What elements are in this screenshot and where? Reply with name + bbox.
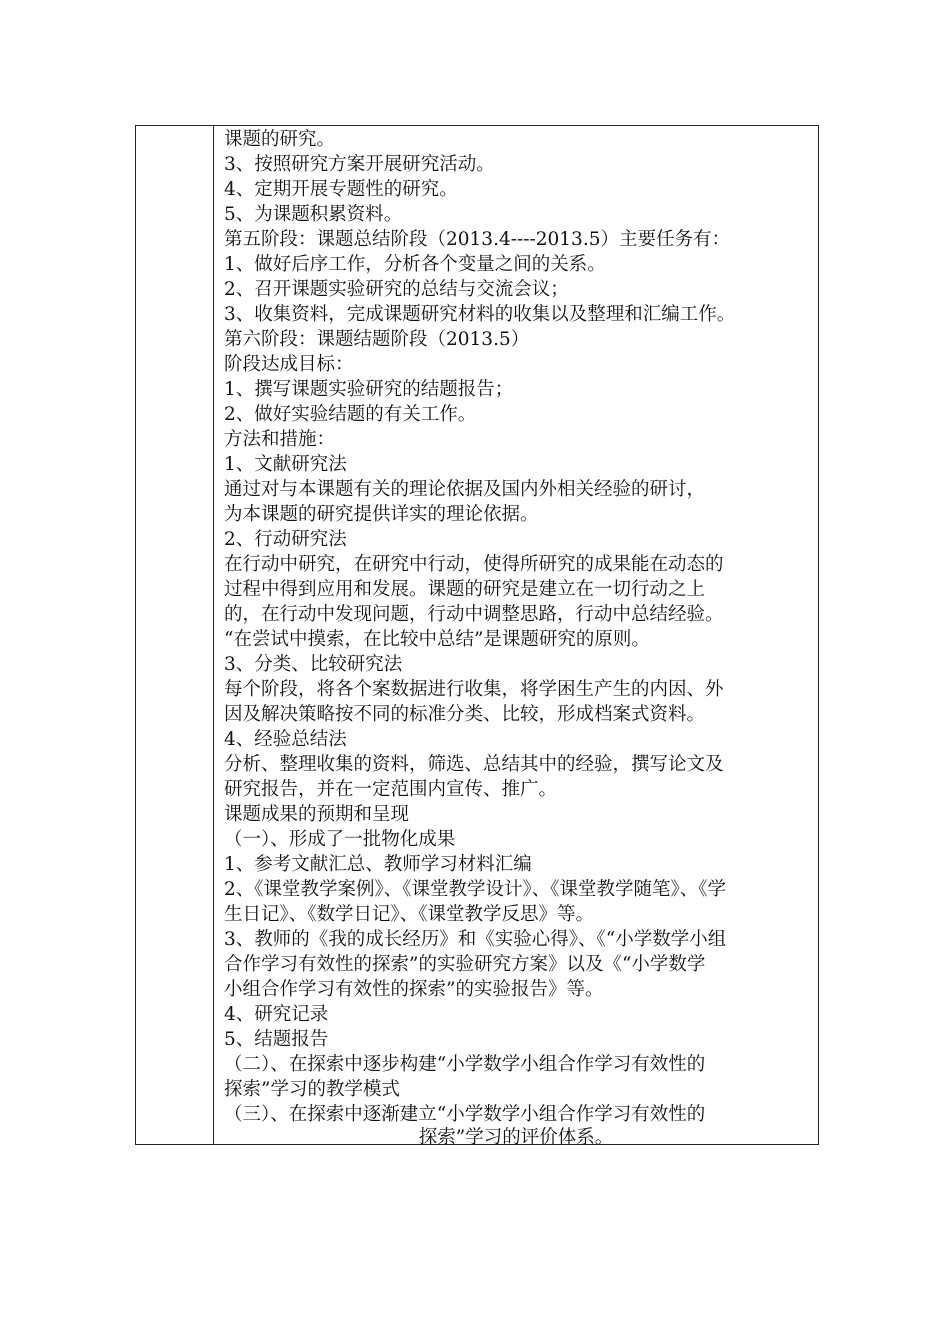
- text-line: 1、文献研究法: [224, 454, 347, 475]
- text-line: 探索”学习的教学模式: [224, 1079, 400, 1100]
- text-line: 5、结题报告: [224, 1029, 329, 1050]
- text-line: 因及解决策略按不同的标准分类、比较，形成档案式资料。: [224, 704, 706, 725]
- text-line: 4、定期开展专题性的研究。: [224, 179, 458, 200]
- text-line: 4、经验总结法: [224, 729, 347, 750]
- text-line: 3、分类、比较研究法: [224, 654, 403, 675]
- text-line: 小组合作学习有效性的探索”的实验报告》等。: [224, 979, 604, 1000]
- text-line: 3、收集资料，完成课题研究材料的收集以及整理和汇编工作。: [224, 304, 736, 325]
- text-line: （二）、在探索中逐步构建“小学数学小组合作学习有效性的: [224, 1054, 706, 1075]
- text-line: 生日记》、《数学日记》、《课堂教学反思》等。: [224, 904, 595, 925]
- text-line: 合作学习有效性的探索”的实验研究方案》以及《“小学数学: [224, 954, 706, 975]
- text-line: 5、为课题积累资料。: [224, 204, 403, 225]
- text-line: （三）、在探索中逐渐建立“小学数学小组合作学习有效性的: [224, 1104, 706, 1125]
- text-line: 阶段达成目标：: [224, 354, 354, 375]
- text-line: 研究报告，并在一定范围内宣传、推广。: [224, 779, 558, 800]
- text-line: 每个阶段，将各个案数据进行收集，将学困生产生的内因、外: [224, 679, 724, 700]
- text-line: 2、做好实验结题的有关工作。: [224, 404, 477, 425]
- text-line: 过程中得到应用和发展。课题的研究是建立在一切行动之上: [224, 579, 706, 600]
- table-left-column: [136, 126, 214, 1144]
- text-line: 1、撰写课题实验研究的结题报告；: [224, 379, 514, 400]
- text-line: 3、教师的《我的成长经历》和《实验心得》、《“小学数学小组: [224, 929, 727, 950]
- text-line: 4、研究记录: [224, 1004, 329, 1025]
- text-line: 为本课题的研究提供详实的理论依据。: [224, 504, 539, 525]
- text-line: 方法和措施：: [224, 429, 336, 450]
- text-line: 的，在行动中发现问题，行动中调整思路，行动中总结经验。: [224, 604, 724, 625]
- text-line: 探索”学习的评价体系。: [418, 1127, 614, 1148]
- text-line: 第六阶段：课题结题阶段（2013.5）: [224, 329, 530, 350]
- text-line: 第五阶段：课题总结阶段（2013.4----2013.5）主要任务有：: [224, 229, 730, 250]
- text-line: “在尝试中摸索，在比较中总结”是课题研究的原则。: [224, 629, 650, 650]
- text-line: 课题成果的预期和呈现: [224, 804, 410, 825]
- text-line: （一）、形成了一批物化成果: [224, 829, 456, 850]
- table-content-cell: [214, 126, 818, 1148]
- text-line: 2、行动研究法: [224, 529, 347, 550]
- text-line: 1、参考文献汇总、教师学习材料汇编: [224, 854, 532, 875]
- text-line: 通过对与本课题有关的理论依据及国内外相关经验的研讨，: [224, 479, 706, 500]
- text-line: 2、召开课题实验研究的总结与交流会议；: [224, 279, 569, 300]
- document-table: [135, 125, 819, 1148]
- text-line: 课题的研究。: [224, 129, 336, 150]
- text-line: 分析、整理收集的资料，筛选、总结其中的经验，撰写论文及: [224, 754, 724, 775]
- text-line: 2、《课堂教学案例》、《课堂教学设计》、《课堂教学随笔》、《学: [224, 879, 727, 900]
- text-line: 1、做好后序工作，分析各个变量之间的关系。: [224, 254, 606, 275]
- text-line: 3、按照研究方案开展研究活动。: [224, 154, 495, 175]
- text-line: 在行动中研究，在研究中行动，使得所研究的成果能在动态的: [224, 554, 724, 575]
